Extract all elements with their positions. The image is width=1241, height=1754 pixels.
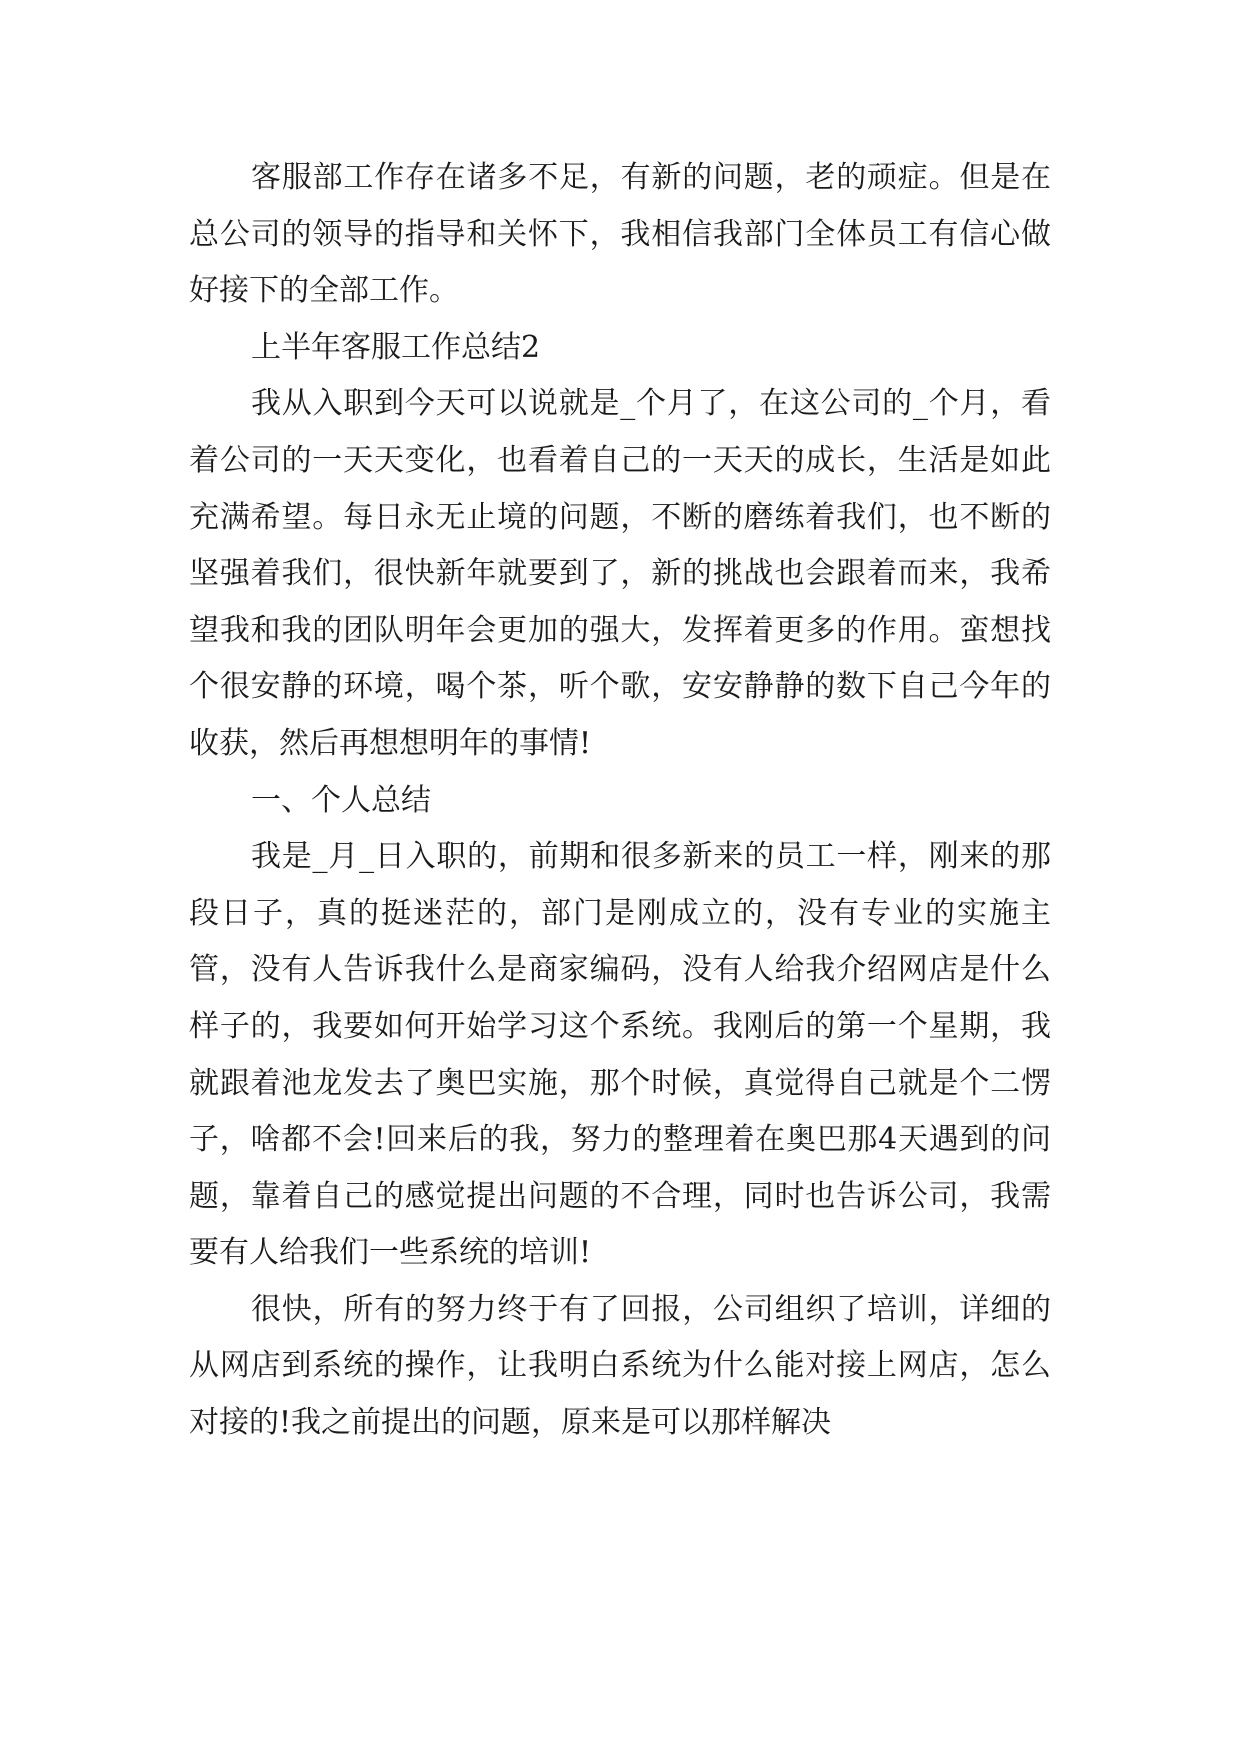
document-page [189, 150, 1051, 1452]
paragraph-early-days: 我是_月_日入职的，前期和很多新来的员工一样，刚来的那段日子，真的挺迷茫的，部门是刚成立的，没有专业的实施主管，没有人告诉我什么是商家编码，没有人给我介绍网店是什么样子的，我要如何开始学习这个系统。我刚后的第一个星期，我就跟着池龙发去了奥巴实施，那个时候，真觉得自己就是个二愣子，啥都不会!回来后的我，努力的整理着在奥巴那4天遇到的问题，靠着自己的感觉提出问题的不合理，同时也告诉公司，我需要有人给我们一些系统的培训! [189, 839, 1051, 1271]
paragraph-months-since-joining: 我从入职到今天可以说就是_个月了，在这公司的_个月，看着公司的一天天变化，也看着自己的一天天的成长，生活是如此充满希望。每日永无止境的问题，不断的磨练着我们，也不断的坚强着我们，很快新年就要到了，新的挑战也会跟着而来，我希望我和我的团队明年会更加的强大，发挥着更多的作用。蛮想找个很安静的环境，喝个茶，听个歌，安安静静的数下自己今年的收获，然后再想想明年的事情! [189, 386, 1051, 761]
paragraph-training: 很快，所有的努力终于有了回报，公司组织了培训，详细的从网店到系统的操作，让我明白系统为什么能对接上网店，怎么对接的!我之前提出的问题，原来是可以那样解决 [189, 1291, 1051, 1441]
paragraph-cs-shortcomings: 客服部工作存在诸多不足，有新的问题，老的顽症。但是在总公司的领导的指导和关怀下，我相信我部门全体员工有信心做好接下的全部工作。 [189, 160, 1051, 309]
section-title-summary-2: 上半年客服工作总结2 [251, 329, 541, 365]
section-title-personal-summary: 一、个人总结 [251, 782, 431, 818]
